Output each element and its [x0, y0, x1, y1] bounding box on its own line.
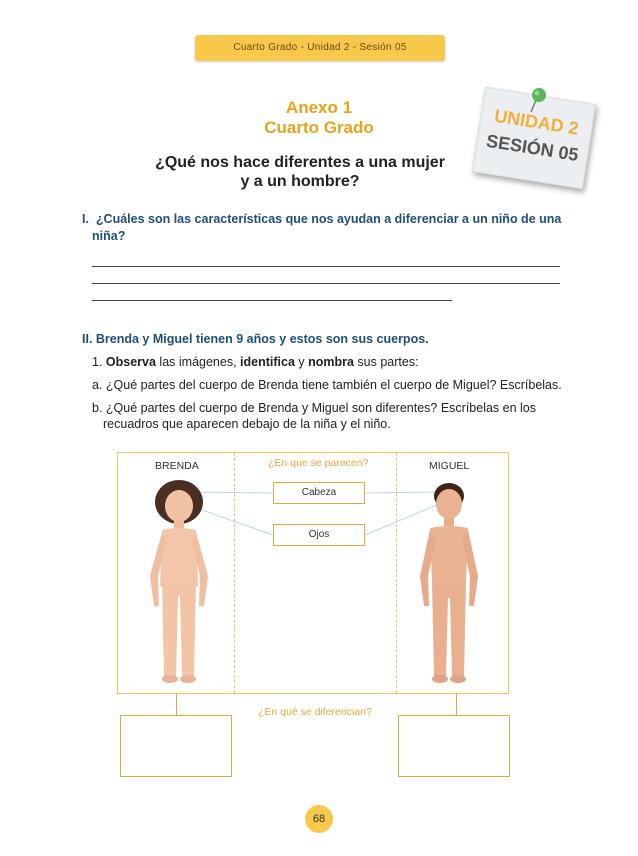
different-label: ¿En qué se diferencian? — [258, 706, 372, 718]
answer-line-3[interactable] — [92, 300, 452, 301]
section2-item-b-line2: recuadros que aparecen debajo de la niña y el niño. — [103, 417, 391, 431]
answer-line-2[interactable] — [92, 283, 560, 284]
section2-item-a: a. ¿Qué partes del cuerpo de Brenda tiene también el cuerpo de Miguel? Escríbelas. — [92, 378, 562, 392]
boy-body-illustration — [410, 476, 488, 688]
answer-line-1[interactable] — [92, 266, 560, 267]
girl-name-label: BRENDA — [155, 460, 199, 472]
main-question-line1: ¿Qué nos hace diferentes a una mujer — [155, 154, 445, 171]
header-ribbon — [195, 35, 445, 61]
section1-question-cont: niña? — [92, 229, 126, 243]
sticky-session: SESIÓN 05 — [484, 130, 580, 166]
girl-box-connector — [176, 694, 177, 715]
boy-differences-box[interactable] — [398, 715, 510, 777]
annex-title: Anexo 1 — [285, 98, 353, 117]
header-ribbon-text: Cuarto Grado - Unidad 2 - Sesión 05 — [233, 42, 407, 53]
section2-item1: 1. Observa las imágenes, identifica y nombra sus partes: — [92, 355, 419, 369]
girl-body-illustration — [140, 476, 218, 688]
main-question-line2: y a un hombre? — [240, 173, 360, 190]
similar-box-eyes: Ojos — [273, 524, 365, 546]
grade-title: Cuarto Grado — [264, 118, 374, 137]
section2-item-b-line1: b. ¿Qué partes del cuerpo de Brenda y Miguel son diferentes? Escríbelas en los — [92, 401, 537, 415]
section2-heading: II. Brenda y Miguel tienen 9 años y estos son sus cuerpos. — [82, 332, 429, 346]
sticky-unit: UNIDAD 2 — [492, 105, 581, 139]
boy-box-connector — [456, 694, 457, 715]
boy-name-label: MIGUEL — [429, 460, 470, 472]
section1-question: I. ¿Cuáles son las características que nos ayudan a diferenciar a un niño de una — [82, 212, 562, 226]
similar-box-head: Cabeza — [273, 482, 365, 504]
similar-label: ¿En que se parecen? — [268, 457, 369, 469]
page-number: 68 — [305, 805, 333, 833]
push-pin-icon — [525, 86, 547, 114]
girl-differences-box[interactable] — [120, 715, 232, 777]
